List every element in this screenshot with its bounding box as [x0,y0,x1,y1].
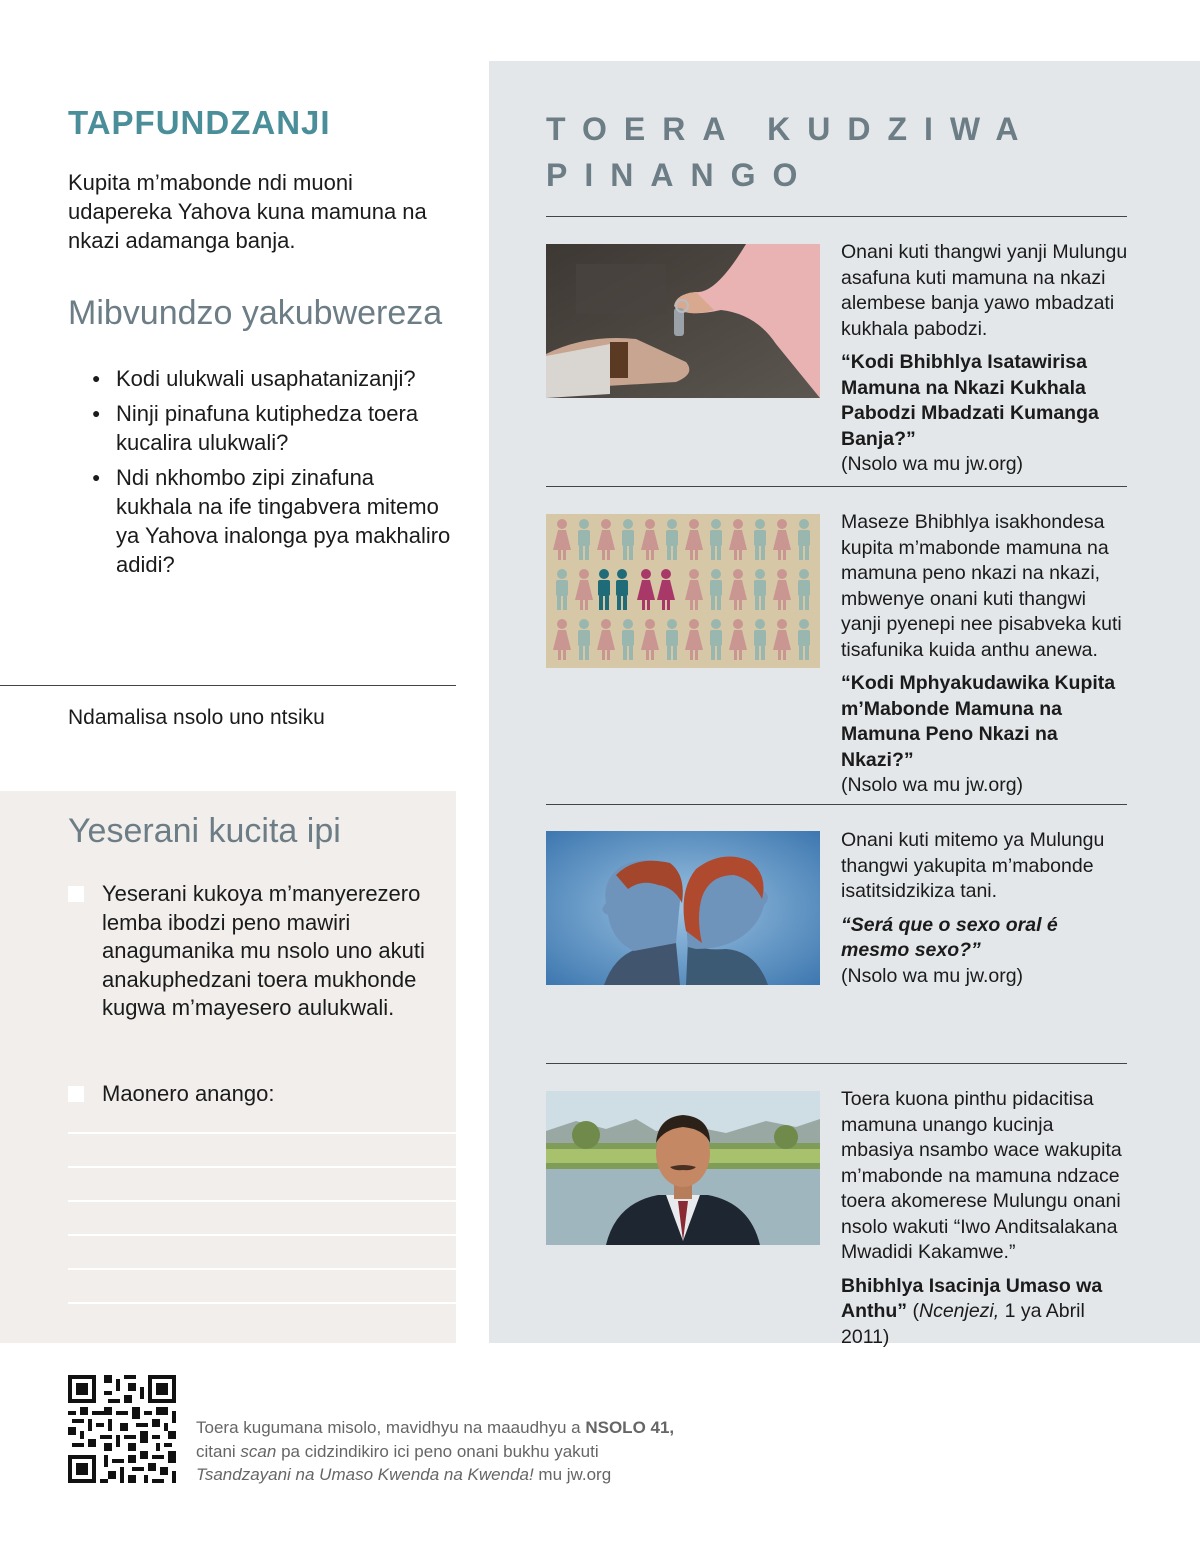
source-open: ( [907,1300,919,1322]
goal-item-memorize [68,880,438,1023]
source-date: 1 ya Abril 2011) [841,1300,1085,1348]
resource-title-link[interactable]: Bhibhlya Isacinja Umaso wa Anthu” [841,1274,1103,1322]
people-figures-image[interactable] [546,514,820,668]
goal-checkbox[interactable] [68,886,84,902]
goal-item-text: Maonero anango: [102,1081,275,1106]
resource-3-text [841,828,1131,989]
review-question: ● Kodi ulukwali usaphatanizanji? [92,364,452,393]
footer-text-italic: scan [240,1441,277,1461]
resource-divider [546,804,1127,805]
goal-item-other [68,1080,438,1109]
resource-title-link[interactable]: “Será que o sexo oral é mesmo sexo?” [841,913,1058,961]
footer-note [196,1416,756,1487]
left-divider [0,685,456,686]
completed-date-label: Ndamalisa nsolo uno ntsiku [68,706,325,729]
resource-source: (Nsolo wa mu jw.org) [841,774,1024,796]
resource-source: (Nsolo wa mu jw.org) [841,453,1024,475]
source-publication: Ncenjezi, [918,1300,1000,1322]
review-questions-list [92,364,452,585]
resource-title-link[interactable]: “Kodi Mphyakudawika Kupita m’Mabonde Mamuna na Mamuna Peno Nkazi na Nkazi?” [841,672,1116,771]
resource-description: Toera kuona pinthu pidacitisa mamuna unango kucinja mbasiya nsambo wace wakupita m’mabonde na mamuna ndzace toera akomerese Mulungu onani nsolo wakuti “Iwo Anditsalakana Mwadidi Kakamwe.” [841,1088,1122,1263]
resource-source: (Nsolo wa mu jw.org) [841,964,1024,987]
goal-checkbox[interactable] [68,1086,84,1102]
summary-heading: TAPFUNDZANJI [68,104,331,141]
goal-panel [0,791,456,1343]
footer-line [196,1463,756,1487]
man-portrait-image[interactable] [546,1091,820,1245]
note-line[interactable] [68,1234,456,1236]
footer-text: citani [196,1441,241,1461]
resource-divider [546,216,1127,217]
resource-4-text [841,1087,1131,1350]
keys-handover-image[interactable] [546,244,820,398]
footer-line [196,1416,756,1440]
chapter-reference: NSOLO 41, [585,1418,675,1437]
resource-description: Maseze Bhibhlya isakhondesa kupita m’mabonde mamuna na mamuna peno nkazi na nkazi, mbwenye onani kuti thangwi yanji pyenepi nee pisabveka kuti tisafunika kuida anthu anewa. [841,511,1122,661]
resource-2-text [841,510,1131,799]
resource-divider [546,1063,1127,1064]
summary-text: Kupita m’mabonde ndi muoni udapereka Yahova kuna mamuna na nkazi adamanga banja. [68,170,427,253]
review-question: ● Ndi nkhombo zipi zinafuna kukhala na ife tingabvera mitemo ya Yahova inalonga pya makhaliro adidi? [92,463,452,579]
note-line[interactable] [68,1302,456,1304]
footer-text: pa cidzindikiro ici peno onani bukhu yakuti [276,1441,599,1461]
resource-title-link[interactable]: “Kodi Bhibhlya Isatawirisa Mamuna na Nkazi Kukhala Pabodzi Mbadzati Kumanga Banja?” [841,351,1099,450]
resource-description: Onani kuti mitemo ya Mulungu thangwi yakupita m’mabonde isatitsidzikiza tani. [841,829,1105,902]
couple-silhouette-image[interactable] [546,831,820,985]
review-questions-heading: Mibvundzo yakubwereza [68,294,443,332]
goal-heading: Yeserani kucita ipi [68,812,341,850]
resources-heading: TOERA KUDZIWA PINANGO [546,111,1035,193]
note-line[interactable] [68,1166,456,1168]
resource-citation [841,1274,1131,1351]
qr-code-icon[interactable] [68,1375,176,1483]
footer-text: mu jw.org [533,1465,612,1484]
resource-1-text [841,240,1131,478]
resource-divider [546,486,1127,487]
review-question: ● Ninji pinafuna kutiphedza toera kucalira ulukwali? [92,399,452,457]
footer-text: Toera kugumana misolo, mavidhyu na maaudhyu a [196,1418,586,1437]
note-line[interactable] [68,1132,456,1134]
note-line[interactable] [68,1268,456,1270]
footer-line [196,1440,756,1464]
goal-item-text: Yeserani kukoya m’manyerezero lemba ibodzi peno mawiri anagumanika mu nsolo uno akuti anakuphedzani toera mukhonde kugwa m’mayesero aulukwali. [102,881,425,1020]
resource-description: Onani kuti thangwi yanji Mulungu asafuna kuti mamuna na nkazi alembese banja yawo mbadzati kukhala pabodzi. [841,241,1128,340]
note-line[interactable] [68,1200,456,1202]
book-title: Tsandzayani na Umaso Kwenda na Kwenda! [196,1465,534,1484]
